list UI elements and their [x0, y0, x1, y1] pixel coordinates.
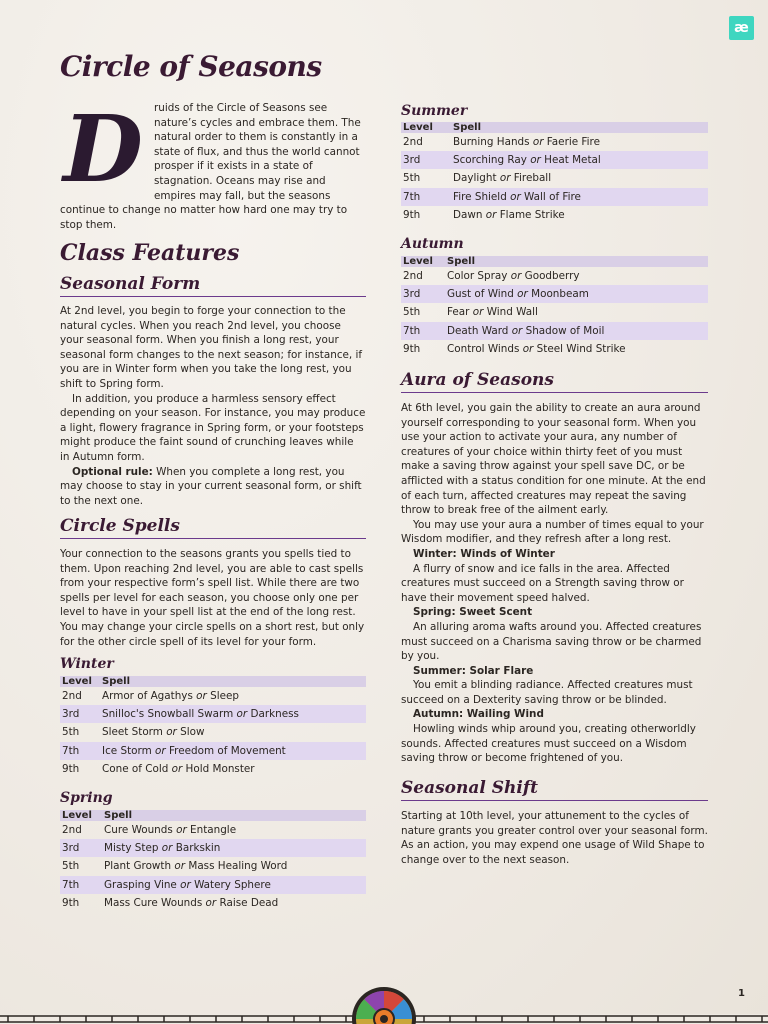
spell-options: [451, 206, 708, 224]
table-header-row: [401, 122, 708, 133]
table-row: [401, 169, 708, 187]
or-word: or: [530, 154, 541, 167]
spell-level: 5th: [403, 172, 421, 185]
or-word: or: [510, 270, 522, 282]
spell-column-header: Spell: [445, 256, 708, 267]
or-word: or: [522, 342, 534, 355]
table-row: [401, 303, 708, 321]
rose-window-icon: [351, 986, 417, 1024]
summer-spell-table: [401, 122, 708, 224]
spell-options: [451, 133, 708, 151]
spell-option-b: Fireball: [510, 172, 552, 185]
seasonal-shift-text: Starting at 10th level, your attunement to the cycles of nature grants you greater control over your seasonal form. As an action, you may expend one usage of Wild Shape to change over to the next season.: [401, 810, 708, 866]
or-word: or: [171, 762, 183, 775]
spell-level: 7th: [401, 322, 445, 340]
level-column-header: Level: [60, 810, 102, 821]
spell-options: [451, 169, 708, 187]
or-word: or: [485, 208, 497, 221]
table-row: [60, 821, 366, 839]
spell-options: [102, 821, 366, 839]
aura-spring-label: [401, 605, 708, 620]
or-word: or: [205, 896, 217, 909]
spell-options: [445, 285, 708, 303]
intro-text: ruids of the Circle of Seasons see nature’s cycles and embrace them. The natural order to them is constantly in a state of flux, and thus the world cannot prosper if it exists in a state of stagnation. Oceans may rise and empires may fall, but the seasons: [154, 102, 361, 202]
page-title: Circle of Seasons: [60, 50, 322, 83]
spell-option-a: Plant Growth: [104, 860, 175, 873]
table-row: [401, 322, 708, 340]
spell-option-b: Darkness: [247, 708, 299, 721]
aura-text: [401, 401, 708, 766]
optional-rule-label: Optional rule:: [72, 465, 153, 478]
spell-option-a: Snilloc's Snowball Swarm: [102, 708, 237, 721]
spell-option-b: Barkskin: [172, 842, 221, 855]
level-column-header: Level: [60, 676, 100, 687]
spell-option-b: Watery Sphere: [190, 878, 271, 891]
spell-level: 5th: [62, 726, 80, 739]
summer-heading: Summer: [401, 103, 468, 119]
seasonal-form-p3: [60, 465, 366, 509]
spell-column-header: Spell: [100, 676, 366, 687]
spell-option-b: Sleep: [206, 690, 239, 702]
or-word: or: [532, 136, 544, 148]
table-row: [401, 133, 708, 151]
spell-option-a: Control Winds: [447, 342, 523, 355]
spell-option-a: Fear: [447, 306, 473, 319]
table-row: [60, 687, 366, 705]
spell-option-b: Wind Wall: [483, 306, 538, 319]
table-row: [401, 340, 708, 358]
circle-spells-heading: Circle Spells: [60, 516, 366, 539]
spell-column-header: Spell: [102, 810, 366, 821]
table-header-row: [60, 676, 366, 687]
spell-options: [100, 723, 366, 741]
spell-level: 3rd: [401, 151, 451, 169]
spell-level: 2nd: [403, 270, 423, 282]
or-word: or: [499, 172, 511, 185]
spell-options: [102, 876, 366, 894]
spell-options: [102, 839, 366, 857]
autumn-heading: Autumn: [401, 236, 464, 252]
or-word: or: [166, 726, 177, 739]
table-row: [60, 705, 366, 723]
spell-level: 9th: [403, 342, 421, 355]
spell-option-a: Gust of Wind: [447, 288, 518, 301]
spell-level: 3rd: [60, 839, 102, 857]
spell-option-b: Shadow of Moil: [522, 324, 605, 337]
spell-option-a: Ice Storm: [102, 744, 156, 757]
spell-option-a: Fire Shield: [453, 190, 511, 203]
spell-options: [445, 303, 708, 321]
spell-level: 7th: [401, 188, 451, 206]
aura-winter-label: [401, 547, 708, 562]
aura-autumn-text: Howling winds whip around you, creating otherworldly sounds. Affected creatures must succeed on a Wisdom saving throw or become frightened of you.: [401, 723, 696, 765]
level-column-header: Level: [401, 256, 445, 267]
table-row: [60, 839, 366, 857]
or-word: or: [161, 842, 173, 855]
aura-summer-label-text: Summer: Solar Flare: [413, 664, 534, 677]
table-row: [60, 876, 366, 894]
winter-spell-table: [60, 676, 366, 778]
spell-options: [451, 151, 708, 169]
aura-heading: Aura of Seasons: [401, 370, 708, 393]
table-row: [401, 206, 708, 224]
spell-level: 2nd: [62, 824, 82, 836]
spell-option-a: Misty Step: [104, 842, 162, 855]
aura-summer-text: You emit a blinding radiance. Affected creatures must succeed on a Dexterity saving throw or be blinded.: [401, 679, 693, 706]
spell-option-b: Goodberry: [521, 270, 580, 282]
aura-autumn-label-text: Autumn: Wailing Wind: [413, 708, 544, 721]
spell-level: 3rd: [60, 705, 100, 723]
spell-option-b: Steel Wind Strike: [533, 342, 626, 355]
spell-level: 5th: [403, 306, 421, 319]
or-word: or: [176, 824, 187, 836]
table-header-row: [60, 810, 366, 821]
seasonal-form-heading: Seasonal Form: [60, 274, 366, 297]
spell-option-b: Mass Healing Word: [185, 860, 288, 873]
or-word: or: [174, 860, 186, 873]
spell-level: 9th: [62, 762, 80, 775]
spell-option-b: Raise Dead: [216, 896, 279, 909]
autumn-spell-table: [401, 256, 708, 358]
or-word: or: [472, 306, 484, 319]
or-word: or: [517, 288, 528, 301]
spell-level: 7th: [60, 876, 102, 894]
spell-option-b: Hold Monster: [182, 762, 255, 775]
spell-option-a: Mass Cure Wounds: [104, 896, 206, 909]
spell-option-b: Moonbeam: [527, 288, 589, 301]
dropcap-letter: D: [63, 95, 143, 203]
aura-p1: At 6th level, you gain the ability to create an aura around yourself corresponding to your seasonal form. When you use your action to activate your aura, any number of creatures of your choice within thirty feet of you must make a saving throw against your spell save DC, or be afflicted with a status condition for one minute. At the end of each turn, affected creatures may repeat the saving throw to break free of the ailment early.: [401, 402, 706, 517]
seasonal-shift-heading: Seasonal Shift: [401, 778, 708, 801]
circle-spells-text: Your connection to the seasons grants you spells tied to them. Upon reaching 2nd level, you are able to cast spells from your respective form’s spell list. While there are two spells per level for each season, you choose only one per level to have in your spell list at the end of the long rest. You may change your circle spells on a short rest, but only for the other circle spell of its level for your form.: [60, 548, 365, 648]
spell-options: [102, 857, 366, 875]
spell-option-a: Dawn: [453, 208, 486, 221]
aura-autumn-label: [401, 707, 708, 722]
table-row: [60, 760, 366, 778]
spell-option-a: Cure Wounds: [104, 824, 177, 836]
spell-option-b: Slow: [176, 726, 205, 739]
table-row: [60, 857, 366, 875]
spell-option-b: Freedom of Movement: [165, 744, 286, 757]
spell-options: [100, 705, 366, 723]
aura-winter-label-text: Winter: Winds of Winter: [413, 547, 555, 560]
or-word: or: [180, 878, 191, 891]
or-word: or: [511, 324, 523, 337]
app-logo-icon[interactable]: æ: [729, 16, 754, 40]
or-word: or: [155, 744, 166, 757]
spring-heading: Spring: [60, 790, 113, 806]
spell-options: [445, 267, 708, 285]
spell-level: 7th: [60, 742, 100, 760]
spell-level: 9th: [403, 208, 421, 221]
spell-level: 2nd: [62, 690, 82, 702]
spell-option-a: Scorching Ray: [453, 154, 531, 167]
spell-options: [102, 894, 366, 912]
winter-heading: Winter: [60, 656, 114, 672]
table-row: [60, 723, 366, 741]
class-features-heading: Class Features: [60, 240, 240, 266]
spell-option-b: Heat Metal: [540, 154, 601, 167]
spring-spell-table: [60, 810, 366, 912]
aura-winter-text: A flurry of snow and ice falls in the area. Affected creatures must succeed on a Strength saving throw or have their movement speed halved.: [401, 562, 684, 604]
aura-summer-label: [401, 664, 708, 679]
spell-option-a: Burning Hands: [453, 136, 533, 148]
seasonal-form-p1: At 2nd level, you begin to forge your connection to the natural cycles. When you reach 2nd level, you choose your seasonal form. When you finish a long rest, your seasonal form changes to the next season; for instance, if you are in Winter form when you take the long rest, you shift to Spring form.: [60, 305, 363, 390]
spell-option-b: Flame Strike: [496, 208, 565, 221]
spell-option-a: Grasping Vine: [104, 878, 181, 891]
spell-option-a: Daylight: [453, 172, 500, 185]
table-row: [60, 894, 366, 912]
table-row: [401, 285, 708, 303]
aura-spring-text: An alluring aroma wafts around you. Affected creatures must succeed on a Charisma saving throw or be charmed by you.: [401, 620, 702, 663]
spell-options: [451, 188, 708, 206]
table-row: [401, 267, 708, 285]
seasonal-form-text: [60, 304, 366, 508]
aura-spring-label-text: Spring: Sweet Scent: [413, 606, 533, 619]
level-column-header: Level: [401, 122, 451, 133]
table-row: [60, 742, 366, 760]
spell-options: [100, 687, 366, 705]
page-number: 1: [738, 988, 745, 999]
spell-level: 3rd: [401, 285, 445, 303]
spell-option-a: Sleet Storm: [102, 726, 167, 739]
spell-option-a: Color Spray: [447, 270, 511, 282]
spell-column-header: Spell: [451, 122, 708, 133]
intro-text-tail: continue to change no matter how hard one may try to stop them.: [60, 204, 348, 231]
spell-option-a: Armor of Agathys: [102, 690, 197, 702]
table-row: [401, 188, 708, 206]
spell-level: 2nd: [403, 136, 423, 148]
spell-options: [445, 340, 708, 358]
spell-option-a: Cone of Cold: [102, 762, 172, 775]
spell-option-b: Faerie Fire: [543, 136, 600, 148]
spell-options: [100, 742, 366, 760]
table-header-row: [401, 256, 708, 267]
spell-option-b: Entangle: [186, 824, 237, 836]
spell-level: 5th: [62, 860, 80, 873]
or-word: or: [236, 708, 248, 721]
seasonal-form-p2: In addition, you produce a harmless sensory effect depending on your season. For instance, you may produce a light, flowery fragrance in Spring form, or your footsteps might produce the faint sound of crunching leaves while in Autumn form.: [60, 392, 366, 463]
spell-option-a: Death Ward: [447, 324, 512, 337]
aura-p2: You may use your aura a number of times equal to your Wisdom modifier, and they refresh after a long rest.: [401, 518, 704, 546]
optional-rule-text: When you complete a long rest, you may choose to stay in your current seasonal form, or shift to the next one.: [60, 465, 362, 507]
spell-option-b: Wall of Fire: [520, 190, 581, 203]
table-row: [401, 151, 708, 169]
spell-options: [445, 322, 708, 340]
spell-options: [100, 760, 366, 778]
spell-level: 9th: [62, 896, 80, 909]
or-word: or: [196, 690, 207, 702]
or-word: or: [510, 190, 521, 203]
